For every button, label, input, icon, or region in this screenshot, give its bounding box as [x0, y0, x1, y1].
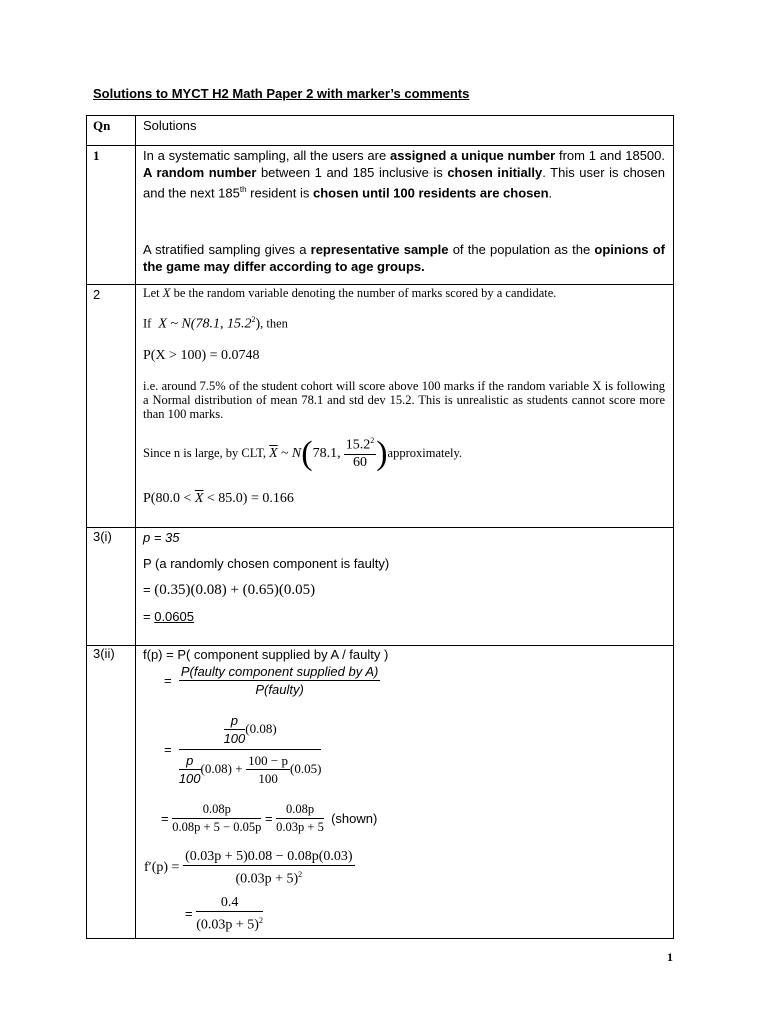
math-fraction	[196, 894, 263, 934]
q2-probability-1: P(X > 100) = 0.0748	[143, 347, 260, 363]
text: P(80.0 <	[143, 490, 192, 506]
math-var: $\overline{X}$	[269, 445, 278, 461]
superscript: 2	[370, 436, 375, 446]
fraction-denominator: (0.03p + 5)	[196, 917, 259, 933]
solution-cell	[136, 285, 674, 528]
question-number: 3(i)	[87, 528, 136, 646]
text: In a systematic sampling, all the users are	[143, 148, 390, 163]
text: be the random variable denoting the number of marks scored by a candidate.	[170, 286, 557, 300]
text: )	[255, 316, 261, 332]
math-fraction	[276, 801, 324, 836]
bold-text: representative sample	[310, 242, 449, 258]
table-row	[87, 285, 674, 528]
text: of the population as the	[448, 242, 595, 258]
text: .	[548, 185, 553, 201]
q3ii-derivative-result	[185, 894, 665, 934]
text: Let	[143, 286, 163, 300]
page-number: 1	[667, 950, 673, 964]
solution-cell	[136, 646, 674, 939]
fraction-denominator: P(faulty)	[255, 682, 304, 697]
solutions-table	[86, 115, 674, 939]
text: Since n is large, by CLT,	[143, 446, 267, 461]
header-solutions: Solutions	[136, 116, 674, 146]
text: resident is	[246, 185, 314, 201]
q2-paragraph: i.e. around 7.5% of the student cohort will score above 100 marks if the random variable X is following a Normal distribution of mean 78.1 and std dev 15.2. This is unrealistic as students cannot score more than 100 marks.	[143, 378, 665, 421]
text: If	[143, 316, 152, 331]
question-number: 2	[87, 285, 136, 528]
q3ii-step-3	[161, 801, 665, 836]
table-row	[87, 146, 674, 285]
q1-paragraph-2	[143, 241, 665, 275]
equals: =	[164, 673, 172, 688]
bold-text: chosen until 100 residents are chosen	[313, 185, 549, 201]
text: between 1 and 185 inclusive is	[256, 165, 448, 180]
math-expression: p = 35	[143, 530, 180, 545]
text: A stratified sampling gives a	[143, 242, 311, 258]
inner-fraction	[179, 752, 201, 787]
superscript: 2	[251, 315, 256, 324]
text: , then	[260, 316, 288, 331]
fraction-numerator: 100 − p	[248, 753, 288, 768]
fraction-numerator: P(faulty component supplied by A)	[180, 664, 379, 679]
math-fraction	[183, 848, 354, 888]
fraction-numerator: p	[179, 752, 201, 770]
math-var: X	[162, 286, 171, 300]
bold-text: chosen initially	[447, 165, 543, 180]
math-expression: f′(p) =	[144, 860, 180, 876]
solution-cell	[136, 528, 674, 646]
q3ii-step-2	[164, 712, 665, 787]
fraction-denominator: (0.03p + 5)	[235, 871, 299, 887]
q3i-prob-text: P (a randomly chosen component is faulty)	[143, 556, 390, 571]
superscript: th	[239, 185, 247, 194]
q3i-result	[143, 608, 665, 625]
text: approximately.	[387, 446, 463, 461]
table-row	[87, 528, 674, 646]
fraction-denominator: 0.03p + 5	[276, 820, 324, 834]
equals: =	[164, 742, 172, 757]
text: . This user is chosen and the next 185	[143, 165, 665, 201]
equals: =	[185, 905, 193, 921]
superscript: 2	[298, 870, 303, 879]
header-qn: Qn	[87, 116, 136, 146]
table-row	[87, 646, 674, 939]
fraction-denominator: 0.08p + 5 − 0.05p	[172, 820, 262, 834]
math-fraction	[172, 801, 261, 836]
bold-text: A random number	[143, 165, 257, 180]
math-fraction	[344, 436, 377, 471]
math-fraction	[179, 712, 322, 787]
math-value: 78.1,	[312, 445, 341, 461]
table-header-row	[87, 116, 674, 146]
math-value: (0.08) +	[200, 760, 243, 776]
fraction-numerator: (0.03p + 5)0.08 − 0.08p(0.03)	[185, 849, 353, 864]
math-fraction	[179, 663, 381, 698]
superscript: 2	[258, 915, 263, 925]
fraction-denominator: 100	[258, 771, 278, 786]
bold-text: opinions of the game may differ according to age groups.	[143, 242, 665, 275]
q2-distribution	[143, 315, 665, 333]
equals: =	[264, 811, 273, 826]
paren-open: (	[301, 434, 313, 472]
q3ii-derivative	[144, 848, 665, 888]
math-expression: ~ N	[280, 445, 302, 461]
fraction-numerator: 0.4	[196, 894, 263, 912]
solution-cell	[136, 146, 674, 285]
inner-fraction	[246, 752, 290, 787]
fraction-numerator: p	[224, 712, 246, 730]
equals: =	[143, 582, 151, 597]
equals: =	[161, 811, 169, 826]
q3ii-step-1	[164, 663, 665, 698]
q2-clt-line	[143, 431, 665, 477]
q2-intro	[143, 286, 665, 301]
paren-close: )	[376, 434, 388, 472]
math-expression: X ~ N(78.1, 15.2	[158, 316, 252, 332]
q2-probability-2	[143, 491, 665, 507]
q3i-equation	[143, 581, 665, 599]
bold-text: assigned a unique number	[390, 148, 556, 163]
answer-value: 0.0605	[154, 609, 194, 624]
text: from 1 and 18500.	[555, 148, 665, 163]
q1-paragraph-1	[143, 147, 665, 201]
fraction-numerator: 0.08p	[172, 801, 261, 819]
document-title: Solutions to MYCT H2 Math Paper 2 with marker’s comments	[93, 86, 470, 101]
fraction-denominator: 60	[352, 454, 367, 470]
question-number: 1	[87, 146, 136, 285]
math-value: (0.08)	[245, 720, 277, 736]
shown-label: (shown)	[331, 811, 378, 826]
math-var: $\overline{X}$	[194, 490, 204, 506]
fraction-numerator: 15.2	[345, 437, 371, 453]
equals: =	[143, 609, 155, 624]
math-value: (0.05)	[290, 760, 322, 776]
fraction-denominator: 100	[178, 771, 201, 786]
fraction-numerator: 0.08p	[276, 801, 324, 819]
math-expression: (0.35)(0.08) + (0.65)(0.05)	[154, 582, 316, 598]
question-number: 3(ii)	[87, 646, 136, 939]
text: < 85.0) = 0.166	[206, 490, 294, 506]
fraction-denominator: 100	[223, 731, 246, 746]
q3ii-f-line: f(p) = P( component supplied by A / faulty )	[143, 647, 389, 662]
q3i-p-value	[143, 529, 665, 546]
inner-fraction	[224, 712, 246, 747]
